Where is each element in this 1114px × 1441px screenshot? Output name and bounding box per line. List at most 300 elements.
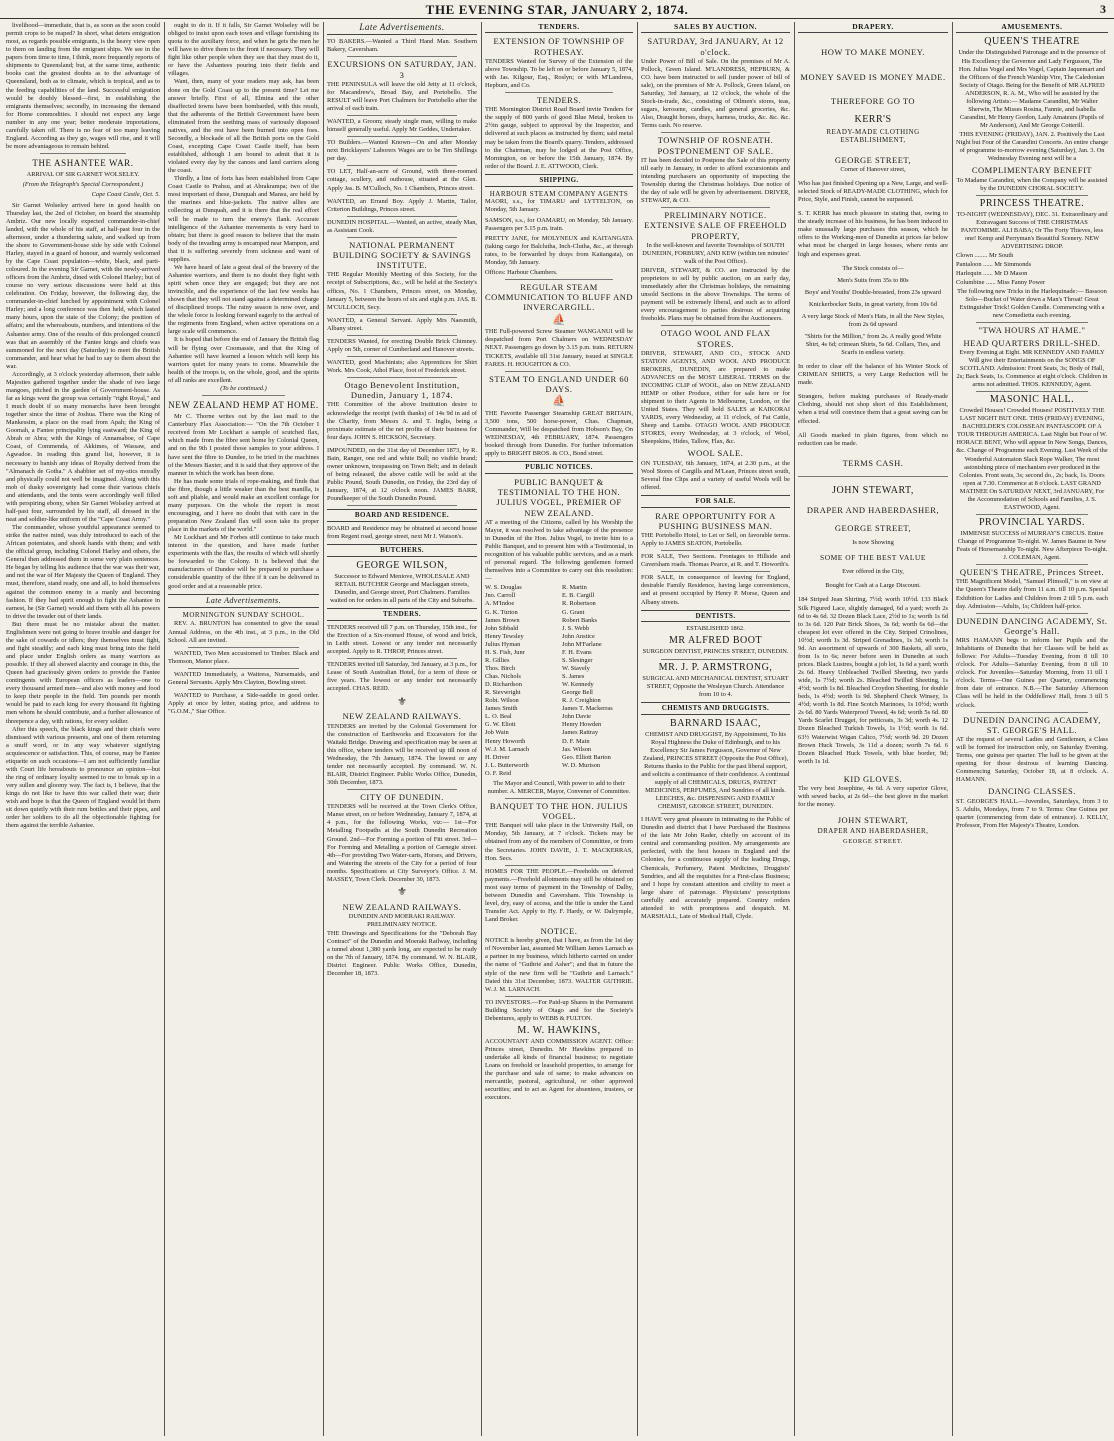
article-dateline: Cape Coast Castle, Oct. 5. — [91, 191, 160, 199]
page-number: 3 — [1100, 2, 1106, 16]
divider — [976, 322, 1088, 323]
ad-freehold — [641, 210, 790, 323]
ad-line: SOME OF THE BEST VALUE — [820, 553, 926, 563]
divider — [347, 356, 457, 357]
ad-tender — [327, 661, 477, 693]
divider — [347, 195, 457, 196]
divider — [347, 377, 457, 378]
ad-body: THE Mornington District Road Board invite Tenders for the supply of 800 yards of good Blue Metal, broken to 2½in gauge, subject to approval by the Inspector, and delivered at such places as instructed by them; said metal may be taken from the Board's quarry. Tenders, addressed to the Chairman, may be lodged at the Post Office, Mornington, on or before the 15th January, 1874. By order of the Board. J. E. ATTWOOD, Clerk. — [485, 106, 633, 170]
ad-wool — [641, 328, 790, 446]
ad-forsale — [641, 553, 790, 569]
column-rule — [952, 22, 953, 1436]
column-4-ads — [485, 22, 633, 1436]
cast-member: Clown ........ Mr South — [956, 251, 1014, 259]
committee-name: G. W. Eliott — [485, 721, 516, 729]
divider — [976, 391, 1088, 392]
ad-body: Every Evening at Eight. MR KENNEDY AND FAMILY Will give their Entertainments on the SONGS OF SCOTLAND. Admission: Front Seats, 3s; Body of Hall, 2s; Back Seats, 1s. Commence at eight o'clock. Children in arms not admitted. THOS. KENNEDY, Agent. — [956, 348, 1108, 389]
stock-item: Knickerbocker Suits, in great variety, from 10s 6d — [809, 300, 937, 308]
column-2-article — [168, 22, 319, 1436]
ad-title: KERR'S — [854, 114, 892, 125]
ad-title: PUBLIC BANQUET & TESTIMONIAL TO THE HON. JULIUS VOGEL, PREMIER OF NEW ZEALAND. — [496, 477, 622, 518]
committee-name: John Davie — [562, 713, 591, 721]
ad-sunday-school — [168, 611, 319, 645]
section-heading: TENDERS. — [327, 608, 477, 621]
cast-member: Harlequin ...... Mr D Mason — [956, 270, 1028, 278]
ad-hawkins — [485, 1025, 633, 1103]
ad-line: HOW TO MAKE MONEY. — [821, 47, 925, 58]
divider — [347, 216, 457, 217]
committee-name: W. Kennedy — [562, 681, 594, 689]
ad-title: TENDERS. — [536, 95, 582, 106]
ad-line: GEORGE STREET, — [834, 154, 912, 165]
ad-body: The following new Tricks in the Harlequinade:— Bassoon Solo—Bucket of Water down a Man's Throat! Great Extinguisher Trick! Golden Candle. Commencing with a new Comedietta each evening. — [957, 288, 1107, 320]
article-heading: THE ASHANTEE WAR. — [32, 158, 134, 168]
ad-tender — [485, 36, 633, 90]
ad-dancing-academy — [956, 616, 1108, 710]
stock-item: "Shirts for the Million," from 2s. A really good White Shirt, 4s 6d; crimean Shirts, 5s 6d. Collars, Ties, and Scarfs in endless variety. — [804, 332, 942, 357]
divider — [661, 571, 770, 572]
ad-line: GEORGE STREET. — [843, 837, 903, 845]
ad-title: "TWA HOURS AT HAME." — [978, 325, 1086, 336]
ad-title: TOWNSHIP OF ROSNEATH. POSTPONEMENT OF SALE. — [657, 135, 774, 156]
section-heading: PUBLIC NOTICES. — [485, 461, 633, 474]
ad-title: QUEEN'S THEATRE — [984, 36, 1080, 48]
ad-body: Who has just finished Opening up a New, Large, and well-selected Stock of READY-MADE CLOTHING, which for Price, Style, and Finish, cannot be surpassed. — [798, 180, 948, 204]
ad-body: ST. GEORGE'S HALL.—Juveniles, Saturdays, from 3 to 5. Adults, Mondays, from 7 to 9. Terms: One Guinea per quarter (commencing from date of entrance). J. KELLY, Professor, From Her Majesty's Theatre, London. — [956, 797, 1108, 829]
ad-body: TO Builders.—Wanted Known—On and after Monday next Bricklayers' Laborers Wages are to be Ten Shillings per day. — [327, 139, 477, 163]
committee-name: R. Robertson — [562, 600, 596, 608]
classified-ad — [327, 380, 477, 442]
ad-body: ACCOUNTANT AND COMMISSION AGENT. Office: Princes street, Dunedin. Mr Hawkins prepared to undertake all kinds of financial business; to negotiate Loans on freehold or leasehold properties, to arrange for the purchase and sale of same; to make advances on mercantile, pastoral, agricultural, or other approved securities; and to act as Agent for absentees, trustees, or executors. — [485, 1037, 633, 1102]
ad-ship — [485, 235, 633, 267]
section-heading: BOARD AND RESIDENCE. — [327, 509, 477, 522]
ad-line: DRAPER AND HABERDASHER, — [817, 827, 929, 836]
ad-body: WANTED, an Errand Boy. Apply J. Martin, Tailor, Criterion Buildings, Princes street. — [327, 197, 477, 213]
ad-kerr — [798, 47, 948, 467]
harbour-heading: HARBOUR STEAM COMPANY AGENTS — [489, 189, 629, 198]
divider — [347, 335, 457, 336]
committee-name: H. S. Fish, Junr — [485, 648, 525, 656]
classified-ad — [327, 359, 477, 375]
committee-name: R. Gillies — [485, 656, 510, 664]
ad-title: MR. J. P. ARMSTRONG, — [658, 661, 773, 673]
cast-member: Pantaloon ...... Mr Simmonds — [956, 261, 1032, 268]
article-subheading: ARRIVAL OF SIR GARNET WOLSELEY. — [26, 171, 140, 179]
ad-line: THEREFORE GO TO — [830, 95, 916, 106]
divider — [505, 371, 613, 372]
ad-line: DRAPER AND HABERDASHER, — [806, 504, 940, 515]
ad-queens-theatre — [956, 36, 1108, 192]
ad-body: REV. A. BRUNTON has consented to give the usual Annual Address, on the 4th inst., at 3 p.m., in the Old School. All are invited. — [168, 620, 319, 644]
ad-body: DUNEDIN HOSPITAL.—Wanted, an active, steady Man, as Assistant Cook. — [327, 218, 477, 234]
divider — [661, 550, 770, 551]
ad-notice — [485, 926, 633, 994]
ad-body: FOR SALE, Two Sections. Frontages to Hillside and Caversham roads. Thomas Pearce, at R. and T. Howorth's. — [641, 553, 790, 569]
ad-chemist-marshall — [641, 816, 790, 921]
ad-body: NOTICE is hereby given, that I have, as from the 1st day of November last, assumed Mr William James Larnach as a partner in my business, which hitherto carried on under the name of "Guthrie and Asher"; and that in future the style of the new firm will be "Guthrie and Larnach." Dated this 31st December, 1873. WALTER GUTHRIE. W. J. M. LARNACH. — [485, 937, 633, 993]
ad-title: PRINCESS THEATRE. — [979, 197, 1085, 209]
article-intro: livelihood—immediate, that is, as soon as the soon could permit crops to be reaped? In short, what deters emigration most, as regards possible emigrants, is the heavy view open to them on landing from the emigrant ships. We see in the papers from time to time, I think, more frequently reports of shipments to Queensland; but, at the same time, authentic books cast the greatest doubts as to the advantage of Queensland, both as to climate, which is tropical, and as to the feeding capabilities of the land. Successful emigration would be doubly blessed—first, in establishing the emigrants themselves; secondly, in increasing the demand for Home commodities. I should not expect any large number in any one year; better moderate importations, carefully taken off. There is no fear of too many leaving England. According as they go, wages will rise, and it will be more advantageous to remain behind. — [6, 22, 160, 150]
divider — [976, 514, 1088, 515]
committee-name: Henry Tewsley — [485, 632, 524, 640]
committee-name: Job Wain — [485, 729, 509, 737]
divider — [202, 395, 285, 396]
divider — [347, 56, 457, 57]
article-paragraph: The commander, whose youthful appearance seemed to strike the native mind, was duly introduced to each of the African potentates, and shook hands with them; and with the official group, including Colonel Harley and others, the General then addressed them in some very plain sentences. He began by telling his audience that the war was their war, and not the war of Her Majesty the Queen of England. They must, therefore, stand ready, one and all, to hold themselves against the common enemy in a manly and becoming fashion. If they had spirit enough to fight the Ashantee in earnest, he (Sir Garnet) would aid them with all his powers to drive the invader out of their lands. — [6, 524, 160, 620]
ad-established: ESTABLISHED 1862. — [686, 625, 745, 633]
committee-name: James T. Mackerras — [562, 705, 613, 713]
ad-body: WANTED Immediately, a Waitress, Nursemaids, and General Servants. Apply Mrs Clayton, Bowling street. — [168, 670, 319, 686]
masthead — [0, 0, 1114, 19]
column-rule — [637, 22, 638, 1436]
ad-tender — [327, 624, 477, 656]
divider — [347, 314, 457, 315]
ad-subtitle: In the well-known and favorite Townships of SOUTH DUNEDIN, FORBURY, AND KEW (within ten minutes' walk of the Post Office). — [642, 241, 789, 265]
ad-body: PRETTY JANE, for MOLYNEUX and KAITANGATA (taking cargo for Balclutha, Inch-Clutha, &c., at through rates, to be forwarded by drays from Kaitangata), on Monday, 5th January. — [485, 234, 633, 266]
committee-name: L. O. Beal — [485, 713, 512, 721]
ad-title: NATIONAL PERMANENT BUILDING SOCIETY & SAVINGS INSTITUTE. — [332, 239, 472, 271]
ad-ship — [485, 198, 633, 214]
ad-body: TENDERS invited till Saturday, 3rd January, at 3 p.m., for Lease of South Australian Hotel, for a term of three or five years. The lowest or any tender not necessarily accepted. CHAS. REID. — [327, 661, 477, 693]
committee-name: W. S. Douglas — [485, 584, 522, 592]
section-heading: CHEMISTS AND DRUGGISTS. — [641, 702, 790, 715]
article-paragraph: He has made some trials of rope-making, and finds that the fibre, though a little weaker than the best manilla, is soft and pliable, and would make an excellent cordage for many purposes. On the whole the report is most encouraging, and I have no doubt that with care in the preparation New Zealand flax will soon take its proper place in the markets of the world." — [168, 477, 319, 534]
divider — [661, 813, 770, 814]
ad-body: TENDERS received till 7 p.m. on Thursday, 15th inst., for the Erection of a Six-roomed House, of wood and brick, in Leith street. Lowest or any tender not necessarily accepted. Apply to R. THROP, Princes street. — [327, 624, 477, 656]
ad-steam-england — [485, 374, 633, 459]
ad-line: READY-MADE CLOTHING ESTABLISHMENT, — [826, 128, 920, 145]
committee-name: James Brown — [485, 616, 520, 624]
ad-title: M. W. HAWKINS, — [517, 1024, 601, 1036]
ad-line: Bought for Cash at a Large Discount. — [825, 582, 921, 590]
divider — [505, 798, 613, 799]
ad-title: GEORGE WILSON, — [356, 559, 448, 571]
article-paragraph: After this speech, the black kings and their chiefs were dismissed with various presents, and one of them returning a snuff word, or in any way whatever signifying acquiescence or satisfaction. This, of course, may be Fantee etiquette on such occasions—I am not sufficiently familiar with Court life hereabouts to pronounce an opinion—but the ring of ordinary loyalty seemed to me to break up in a very sullen and gloomy way. The fact is, I believe, that the kings do not like to have this war called their war; their wish and hope is that the Queen of England would let them sit down quietly with their rum bottles and their pipes, and order her soldiers to do all the objectionable fighting for them against the terrible Ashantee. — [6, 725, 160, 830]
ad-wanted — [168, 671, 319, 687]
ad-line: Is now Showing — [852, 539, 894, 547]
committee-name: Jas. Wilson — [562, 745, 592, 753]
committee-name: E. B. Cargill — [562, 592, 595, 600]
ad-body: TO LET, Half-an-acre of Ground, with three-roomed cottage, scullery, and outhouse, situated at the Glen. Apply Jas. B. M'Culloch, No. 1 Chambers, Princes street. — [327, 168, 477, 192]
ad-body: WANTED, good Machinists; also Apprentices for Shirt Work. Mrs Cook, Athol Place, foot of Frederick street. — [327, 358, 477, 375]
ad-body: Strangers, before making purchases of Ready-made Clothing, should not shop short of this Establishment, when a trial will convince them that a great saving can be effected. — [798, 393, 948, 425]
ad-line: Ever offered in the City, — [842, 568, 904, 576]
ad-body: THE Drawings and Specifications for the "Deborah Bay Contract" of the Dunedin and Moeraki Railway, including a tunnel about 1,380 yards long, are expected to be ready on the 7th of January, 1874. By command. W. N. BLAIR, District Engineer. Public Works Office, Dunedin, December 18, 1873. — [327, 930, 477, 978]
classified-ad — [327, 38, 477, 54]
ship-icon: ⛵ — [552, 313, 566, 326]
committee-name: F. H. Evans — [562, 648, 592, 656]
ad-title: WOOL SALE. — [687, 448, 744, 459]
committee-name: Jno. Carroll — [485, 592, 516, 600]
ad-body: THE Magnificent Model, "Samuel Plimsoll," is on view at the Queen's Theatre daily from 11 a.m. till 10 p.m. Special Exhibition for Ladies and Children from 2 till 5 p.m. each day. Admission—Adults, 1s; Children half-price. — [956, 578, 1108, 610]
article-paragraph: Mr C. Thorne writes out by the last mail to the Canterbury Flax Association:— "On the 7th October I received from Mr Lockhart a sample of scutched flax, which made from the fibre sent home by Colonial Queen, and on the 9th I posted those samples to your address. I have sent the fibre to Dundee, to be tried in the machines of the Messrs Baxter, and it is said that they approve of the manner in which the work has been done. — [168, 413, 319, 477]
committee-name: R. Martin — [562, 584, 587, 592]
ad-body: BOARD and Residence may be obtained at second house from Regent road, george street, next Mr J. Watson's. — [327, 525, 477, 541]
ad-wanted — [168, 650, 319, 666]
committee-name: Henry Howden — [562, 721, 602, 729]
section-heading: SHIPPING. — [485, 174, 633, 187]
committee-name: Henry Howorth — [485, 737, 526, 745]
ad-body: AT a meeting of the Citizens, called by his Worship the Mayor, it was resolved to take advantage of the presence in Dunedin of the Hon. Julius Vogel, to invite him to a Public Banquet, and to present him with a Testimonial, in recognition of his valuable public services, and as a mark of personal regard. The following gentlemen formed themselves into a Committee to carry out this resolution:— — [485, 518, 633, 583]
divider — [661, 207, 770, 208]
divider — [347, 789, 457, 790]
committee-name: Robt. Wilson — [485, 697, 519, 705]
ad-chemist-isaac — [641, 718, 790, 812]
committee-name: S. Slesinger — [562, 656, 593, 664]
ad-body: MRS HAMANN begs to inform her Pupils and the Inhabitants of Dunedin that her Classes will be held as follows: For Adults—Tuesday Evening, from 8 till 10 o'clock. For Adults—Saturday Evening, from 8 till 10 o'clock. For Juveniles—Saturday Morning, from 11 till 1 o'clock. Terms—One Guinea per Quarter, commencing from date of entrance. N.B.—The Saturday Afternoon Class will be held in the Oddfellows' Hall, from 3 till 5 o'clock. — [956, 637, 1108, 709]
ad-body: WANTED, Two Men accustomed to Timber. Black and Thomson, Manor place. — [168, 649, 319, 665]
ad-princess-theatre — [956, 198, 1108, 321]
ad-masonic-hall — [956, 394, 1108, 512]
classified-ad — [327, 219, 477, 235]
column-5-ads — [641, 22, 790, 1436]
divider — [347, 444, 457, 445]
ad-body: IMMENSE SUCCESS of MURRAY'S CIRCUS. Entire Change of Programme To-night. W. James Baume in New Feats of Horsemanship To-night. New Afterpiece To-night. J. COLEMAN, Agent. — [956, 529, 1108, 562]
ad-title: BARNARD ISAAC, — [670, 717, 761, 729]
divider — [661, 325, 770, 326]
divider — [976, 613, 1088, 614]
ad-title: CITY OF DUNEDIN. — [360, 792, 444, 803]
ad-wanted — [168, 692, 319, 716]
ad-body: Under the Distinguished Patronage and in the presence of His Excellency the Governor and Lady Fergusson, The Hon. Julius Vogel and Mrs Vogel, Captain Jaquemart and the Officers of the French Warship Vire, The Caledonian Society of Otago. Being for the Benefit of MR ALFRED ANDERSON, R. A. M., Who will be assisted by the following Artists:— Madame Carandini, Mr Walter Sherwin, The Misses Rosina, Fannie, and Isabella Carandini, Mr Henry Gordon, Lady Amateurs (Pupils of Mr Anderson), And Mr George Cotterill. — [958, 49, 1106, 129]
ad-body: TENDERS are invited by the Colonial Government for the construction of Earthworks and Excavators for the Waitaki Bridge. Drawing and specification may be seen at this office, where tenders will be received up till noon of Wednesday, the 7th January, 1874. The lowest or any tender not necessarily accepted. By command. W. N. BLAIR, District Engineer. Public Works Office, Dunedin, 30th December, 1873. — [327, 722, 477, 786]
committee-name: George Bell — [562, 689, 593, 697]
ad-city — [327, 792, 477, 884]
ad-title: NEW ZEALAND RAILWAYS. — [342, 711, 462, 722]
cast-member: Columbine ...... Miss Fanny Power — [956, 279, 1046, 287]
article-paragraph: Thirdly, a line of forts has been established from Cape Coast Castle to Prahsu, and at Abrakrampa; two of the most important of these, Dunquah and Mansu, are held by the marines and blue-jackets. The native allies are collecting at Dunquah, and it is there that the real effort will be made to turn the enemy's flank. Accurate intelligence of the Ashantee movements is very hard to obtain; but there is good reason to believe that the main body of the invading army is encamped near Mampon, and that it is suffering severely from sickness and want of supplies. — [168, 175, 319, 263]
ad-body: THE Favorite Passenger Steamship GREAT BRITAIN, 3,500 tons, 500 horse-power, Chas. Chapman, Commander, Will be despatched from Hobson's Bay, On WEDNESDAY, 4th FEBRUARY, 1874. Passengers booked through from Dunedin. For further information apply to BRIGHT BROS. & CO., Bond street. — [485, 409, 633, 458]
ad-provincial-yards — [956, 517, 1108, 562]
divider — [505, 279, 613, 280]
masthead-title: THE EVENING STAR, JANUARY 2, 1874. — [425, 2, 689, 17]
ad-body: DRIVER, STEWART, AND CO., STOCK AND STATION AGENTS, AND WOOL AND PRODUCE BROKERS, DUNEDIN, are prepared to make ADVANCES on the MOST LIBERAL TERMS on the INCOMING CLIP of WOOL, also on NEW ZEALAND HEMP or other Produce, either for sale here or for shipment to their Agents in Melbourne, London, or the United States. They will hold SALES at KAIKORAI YARDS, every Wednesday, at 11 o'clock, of Fat Cattle, Sheep and Lambs. OTAGO WOOL AND PRODUCE STORES, every Wednesday, at 3 o'clock, of Wool, Sheepskins, Hides, Tallow, Flax, &c. — [641, 349, 790, 446]
article-paragraph: Mr Lockhart and Mr Forbes still continue to take much interest in the question, and have made further experiments with the flax, the results of which will shortly be forwarded to the Colony. It is believed that the manufacturers of Dundee will be prepared to purchase a considerable quantity of the fibre if it can be delivered in good order and at a reasonable price. — [168, 534, 319, 590]
ad-rare — [641, 511, 790, 549]
cast-list — [956, 252, 1108, 287]
stock-item: A very large Stock of Men's Hats, in all the New Styles, from 2s 6d upward — [801, 312, 945, 328]
ad-body: TO BAKERS.—Wanted a Third Hand Man. Southern Bakery, Caversham. — [327, 38, 477, 54]
committee-name: G. Grant — [562, 608, 585, 616]
ad-title: RARE OPPORTUNITY FOR A PUSHING BUSINESS MAN. — [655, 510, 776, 531]
classified-ad — [327, 447, 477, 503]
ad-body: HOMES FOR THE PEOPLE.—Freeholds on deferred payments.—Freehold allotments may still be obtained on most easy terms of payment in the Township of Dalby, between Dunedin and Caversham. This Township is level, dry, easy of access, and the title is under the Land Transfer Act. Apply to Hy. F. Hardy, or W. Dalrymple, Land Broker. — [485, 867, 633, 924]
column-1-article — [6, 22, 160, 1436]
committee-names — [485, 584, 633, 778]
ad-board — [327, 525, 477, 541]
ad-body: SAMSON, s.s., for OAMARU, on Monday, 5th January. Passengers per 5.15 p.m. train. — [485, 216, 633, 232]
ad-body: ON TUESDAY, 6th January, 1874, at 2.30 p.m., at the Wool Stores of Cargills and M'Lean, Princes street south, Several fine Clips and a variety of useful Wools will be offered. — [641, 459, 790, 491]
ad-two-hours — [956, 325, 1108, 335]
ad-line: MONEY SAVED IS MONEY MADE. — [800, 71, 946, 82]
ad-body: IMPOUNDED, on the 31st day of December 1873, by R. Bain, Ranger, one red and white Bull; no visible brand; owner unknown, trespassing on Town Belt; and in default of being released, the above cattle will be sold at the Public Pound, South Dunedin, on Friday, the 23rd day of January, 1874, at 12 o'clock noon. JAMES BARR, Poundkeeper of the South Dunedin Pound. — [327, 446, 477, 503]
ad-dentist-boot — [641, 625, 790, 656]
ad-investors — [485, 999, 633, 1023]
stock-item: Men's Suits from 35s to 80s — [837, 276, 909, 284]
late-ads-header: Late Advertisements. — [168, 594, 319, 608]
divider — [347, 237, 457, 238]
divider — [347, 165, 457, 166]
ad-title: SATURDAY, 3rd JANUARY, At 12 o'clock. — [647, 36, 784, 57]
ad-body: In order to clear off the balance of his Winter Stock of CRIMEAN SHIRTS, a very Large Reduction will be made. — [798, 363, 948, 387]
committee-name: S. James — [562, 673, 585, 681]
committee-name: W. J. M. Larnach — [485, 745, 530, 753]
divider — [505, 865, 613, 866]
ad-banquet — [485, 477, 633, 796]
ad-close: The Mayor and Council, With power to add to their number. A. MERCER, Mayor, Convener of Committee. — [487, 779, 631, 795]
divider — [188, 668, 299, 669]
ad-body: THE Full-powered Screw Steamer WANGANUI will be despatched from Port Chalmers on WEDNESDAY NEXT. Passengers go down by 3.15 p.m. train. RETURN TICKETS, available till 31st January, issued at SINGLE FARES. H. HOUGHTON & CO. — [485, 328, 633, 368]
ad-title: DUNEDIN DANCING ACADEMY, ST. GEORGE'S HALL. — [963, 714, 1101, 735]
ad-line: KID GLOVES. — [843, 773, 903, 784]
ad-title: DUNEDIN DANCING ACADEMY, St. George's Hall. — [956, 615, 1108, 636]
ad-butcher — [327, 560, 477, 605]
column-6-drapery — [798, 22, 948, 1436]
ad-stewart — [798, 485, 948, 846]
ad-body: FOR SALE, in consequence of leaving for England, desirable Family Residence, having large conveniences, and at present occupied by Henry P. Morse, Queen and Albany streets. — [641, 574, 790, 606]
divider — [661, 659, 770, 660]
hemp-heading: NEW ZEALAND HEMP AT HOME. — [168, 399, 319, 410]
ad-body: CHEMIST AND DRUGGIST, By Appointment, To his Royal Highness the Duke of Edinburgh, and to his Excellency Sir James Fergusson, Governor of New Zealand, PRINCES STREET (Opposite the Post Office), Returns thanks to the Public for the past liberal support, and solicits a continuance of their confidence. A continual supply of all CHEMICALS, DRUGS, PATENT MEDICINES, PERFUMES, And Sundries of all kinds. LEECHES, &c. DISPENSING AND FAMILY CHEMIST, GEORGE STREET, DUNEDIN. — [641, 730, 790, 811]
divider — [505, 996, 613, 997]
classified-ad — [327, 338, 477, 354]
column-heading: Late Advertisements. — [327, 22, 477, 35]
ad-banquet-2 — [485, 801, 633, 863]
ad-body: TO-NIGHT (WEDNESDAY), DEC. 31. Extraordinary and Extravagant Success of THE CHRISTMAS PANTOMIME. ALI BABA; Or The Forty Thieves, less one! Kemp and Perryman's Beautiful Scenery. NEW ADVERTISING DROP. — [956, 210, 1108, 250]
divider — [188, 647, 299, 648]
ad-body: WANTED, a Groom; steady single man, willing to make himself generally useful. Apply Mr Geddes, Undertaker. — [327, 118, 477, 134]
ad-list — [327, 38, 477, 506]
column-heading: TENDERS. — [485, 22, 633, 33]
committee-name: A. M'Indoe — [485, 600, 515, 608]
committee-name: Robert Banks — [562, 616, 597, 624]
committee-name: W. Stavely — [562, 664, 590, 672]
divider — [976, 564, 1088, 565]
ad-body: THIS EVENING (FRIDAY), JAN. 2. Positively the Last Night but Four of the Carandini Concerts. An entire change of programme to-morrow evening (Saturday), Jan. 3. On Wednesday Evening next will be a — [956, 131, 1108, 163]
divider — [976, 712, 1088, 713]
column-3-ads — [327, 22, 477, 1436]
ad-title: MORNINGTON SUNDAY SCHOOL. — [182, 610, 305, 619]
ad-drill-shed — [956, 338, 1108, 390]
divider — [347, 136, 457, 137]
column-rule — [481, 22, 482, 1436]
ad-title: OTAGO WOOL AND FLAX STORES. — [660, 328, 771, 349]
ad-body: IT has been decided to Postpone the Sale of this property till early in January, in order to afford excursionists and intending purchasers an opportunity of inspecting the Township during the Christmas holidays. Due notice of the day of sale will be given by advertisement. DRIVER, STEWART, & CO. — [641, 156, 790, 205]
stock-list — [798, 277, 948, 358]
ship-icon: ⛵ — [552, 395, 566, 408]
ad-body: THE Portobello Hotel, to Let or Sell, on favorable terms. Apply to JAMES SEATON, Portobello. — [641, 532, 790, 548]
divider — [347, 115, 457, 116]
ad-line: TERMS CASH. — [842, 457, 904, 468]
committee-name: James Rattray — [562, 729, 599, 737]
committee-name: R. Sievwright — [485, 689, 521, 697]
ad-body: WANTED, a General Servant. Apply Mrs Naesmith, Albany street. — [327, 316, 477, 332]
article-paragraph: Want, then, many of your readers may ask, has been done on the Gold Coast up to the present time? Let me answer briefly. First of all, Elmina and the other disaffected towns have been bombarded, with this result, that the adherents of the British Government have been eliminated from the seething mass of variously disposed natives, and the rest have been burned into open foes. Secondly, a blockade of all the British ports on the Gold Coast, excepting Cape Coast Castle itself, has been established, although I am bound to admit that it is violated every day by the canoes and land carriers along the coast. — [168, 78, 319, 175]
column-rule — [794, 22, 795, 1436]
ad-body: I HAVE very great pleasure in intimating to the Public of Dunedin and district that I have Purchased the Business of the late Mr John Rader, chiefly on account of its central and commanding position. My arrangements are perfected, with the best houses in England and the Colonies, for a continuous supply of the leading Drugs, Chemicals, Perfumery, Patent Medicines, Druggists' Sundries, and all the requisites for a First-class Business; and I hope by constant attention and civility to meet a large share of patronage. Physicians' prescriptions carefully and accurately prepared. Country orders attended to with promptness and despatch. M. MARSHALL, Late of Medical Hall, Clyde. — [641, 816, 790, 920]
classified-ad — [327, 168, 477, 192]
ad-title: DANCING CLASSES. — [988, 786, 1076, 797]
classified-ad — [327, 198, 477, 214]
divider — [188, 689, 299, 690]
committee-name: John Sibbald — [485, 624, 519, 632]
ad-title: Otago Benevolent Institution, Dunedin, January 1, 1874. — [344, 380, 460, 401]
ad-dentist-armstrong — [641, 662, 790, 699]
ad-title: HEAD QUARTERS DRILL-SHED. — [963, 337, 1101, 348]
ad-body: THE Banquet will take place in the University Hall, on Monday, 5th January, at 7 o'clock. Tickets may be obtained from any of the members of Committee, or from the Secretaries. JOHN DAVIE, J. T. MACKERRAS, Hon. Secs. — [485, 822, 633, 862]
article-paragraph: It is hoped that before the end of January the British flag will be flying over Coomassie, and that the King of Ashantee will have learned a lesson which will keep his warriors quiet for many years to come. Meanwhile the health of the troops is, on the whole, good, and the spirits of all ranks are excellent. — [168, 336, 319, 384]
divider — [347, 505, 457, 506]
committee-name: Geo. Elliott Barton — [562, 753, 611, 761]
ad-body: MAORI, s.s., for TIMARU and LYTTELTON, on Monday, 5th January. — [485, 198, 633, 214]
ad-body: WANTED to Purchase, a Side-saddle in good order. Apply at once by letter, stating price, and address to "G.O.M.," Star Office. — [168, 691, 319, 716]
committee-name: D. Richardson — [485, 681, 522, 689]
ad-line: COMPLIMENTARY BENEFIT — [971, 165, 1093, 176]
ad-title: EXCURSIONS ON SATURDAY, JAN. 3 — [327, 59, 477, 80]
committee-name: Chas. Nichols — [485, 673, 521, 681]
ad-queens-model — [956, 567, 1108, 610]
ad-body: To Madame Carandini, when the Company will be assisted by the DUNEDIN CHORAL SOCIETY. — [956, 176, 1108, 192]
classified-ad — [327, 59, 477, 113]
committee-name: D. F. Main — [562, 737, 590, 745]
ad-body: TENDERS Wanted, for erecting Double Brick Chimney. Apply on 5th, corner of Cumberland and Hanover streets. — [327, 337, 477, 353]
article-source: (From the Telegraph's Special Correspondent.) — [22, 181, 144, 189]
ad-body: S. T. KERR has much pleasure in stating that, owing to the steady increase of his business, he has been induced to make unusually large purchases this season, which he offers to the Working-men of Dunedin at prices far below what must be charged in large houses, where rents are high and expenses great. — [798, 210, 948, 258]
column-rule — [164, 22, 165, 1436]
ad-body: The very best Josephine, 4s 6d. A very superior Glove, with sewed backs, at 2s 6d—the best glove in the market for the money. — [798, 784, 948, 809]
committee-name: John Anstice — [562, 632, 595, 640]
offices-note: Offices: Harbour Chambers. — [485, 268, 558, 276]
ad-title: REGULAR STEAM COMMUNICATION TO BLUFF AND INVERCARGILL. — [485, 281, 633, 313]
ad-title: QUEEN'S THEATRE, Princes Street. — [959, 567, 1105, 578]
ad-body: TENDERS will be received at the Town Clerk's Office, Manse street, on or before Wednesday, January 7, 1874, at 4 p.m., for the following Works, viz:— 1st—For Metalling Footpaths at the South Dunedin Recreation Ground. 2nd—For Forming a portion of Fitt street. 3rd—For Forming and Metalling a portion of Carnegie street. 4th—For providing Two Water-carts, Horses, and Drivers, and Watering the streets of the City for a period of four months. Specifications at City Surveyor's Office. J. M. MASSEY, Town Clerk. December 30, 1873. — [327, 803, 477, 883]
ad-dancing-academy-2 — [956, 715, 1108, 785]
ad-line: The Stock consists of— — [842, 264, 904, 272]
crest-icon: ⚜ — [397, 695, 407, 708]
ad-title: EXTENSION OF TOWNSHIP OF ROTHESAY. — [493, 36, 625, 57]
classified-ad — [327, 118, 477, 134]
ad-title: BANQUET TO THE HON. JULIUS VOGEL. — [489, 800, 629, 822]
divider — [40, 153, 126, 154]
ad-title: JOHN STEWART, — [837, 815, 909, 826]
ad-forsale — [641, 574, 790, 606]
column-heading: AMUSEMENTS. — [956, 22, 1108, 33]
divider — [347, 658, 457, 659]
classified-ad — [327, 240, 477, 312]
ad-auction — [641, 36, 790, 130]
ad-body: THE PENINSULA will leave the old Jetty at 11 o'clock, for Macandrew's, Broad Bay, and Portobello. The RESULT will leave Port Chalmers for Portobello after the arrival of each train. — [327, 80, 477, 113]
article-paragraph: Accordingly, at 3 o'clock yesterday afternoon, their sable Majesties gathered together under the shade of two large mangoes, pitched in the garden of Government-house. As far as kings went the group was certainly "right Royal," and I much doubt if so many monarchs have been brought together since the time of Joshua. There was the King of Mankessim, a place on the road from Apah; the King of Goomah, a Fantee principality lying eastward; the King of Abrah or Abra; with the Kings of Annamaboe, of Cape Coast, of Commenda, of Akkimes, of Wassaw, and Agwadoe. In reading this grand list, however, it is necessary to banish any ideas of Royalty derived from the "Almanach de Gotha." A shabbier set of my-stics morally and physically could not well be imagined. Along with this mob of dusky sovereignty had come their various chiefs and attendants, and the tents were accordingly well filled with perspiring ebony, when Sir Garnet Wolseley arrived at half-past four, surrounded by his staff, all dressed in the neat and soldier-like uniform of the "Cape Coast Army." — [6, 370, 160, 523]
ad-body: Crowded Houses! Crowded Houses! POSITIVELY THE LAST NIGHT BUT ONE. THIS (FRIDAY) EVENING, BACHELDER'S COLOSSEAN PANTASCOPE OF A TOUR THROUGH AMERICA. Last Night but Four of W. HORACE BENT, Who will appear In New Songs, Dances, &c. Change of Programme each Evening. Last Week of the Wonderful Automaton Slack Rope Walker, The most astonishing piece of mechanism ever produced in the Colonies. Front seats, 3s; second do., 2s; back, 1s. Doors open at 7.30. Commence at 8 o'clock. LAST GRAND MATINEE On SATURDAY NEXT, 3rd JANUARY, For the Accommodation of Schools and Families, J. S. EASTWOOD, Agent. — [956, 407, 1108, 511]
column-rule — [323, 22, 324, 1436]
ad-rosneath — [641, 135, 790, 205]
ad-railways-2 — [327, 902, 477, 979]
crest-icon: ⚜ — [397, 885, 407, 898]
committee-name: Julius Hyman — [485, 640, 521, 648]
ad-line: Corner of Hanover street, — [840, 165, 906, 173]
committee-name: H. Driver — [485, 753, 510, 761]
committee-name: W. D. Murison — [562, 761, 601, 769]
column-heading: DRAPERY. — [798, 22, 948, 33]
article-paragraph: Sir Garnet Wolseley arrived here in good health on Thursday last, the 2nd of October, on board the steamship Ambriz. Our new locally expected commander-in-chief landed, with the whole of his staff, at half-past four in the afternoon, under a thundering salute, and walked up from the shore to Government-house side by side with Colonel Harley, stayed in a guard of honour, and warmly welcomed by the Cape Coast population—white, black, and parti-coloured. In the evening Sir Garnet, with the newly-arrived officers from the Ambriz, dined with Colonel Harley; but of course no very serious discussions were held at this celebration. On Friday, however, the following day, the commander-in-chief lunched by appointment with Colonel Harley; and a long conference was then held, which lasted many hours, upon the state of the Colony; the position of affairs; and the whereabouts, numbers, and intentions of the Ashantee army. One of the results of this prolonged council was that an assembly of the Fantee kings and chiefs was summoned for the next day (Saturday) to meet the British commander, and hear what he had to say to them about the war. — [6, 201, 160, 370]
ad-title: STEAM TO ENGLAND UNDER 60 DAYS. — [489, 373, 629, 394]
ad-body: All Goods marked in plain figures, from which no reduction can be made. — [798, 431, 948, 447]
ad-body: TENDERS Wanted for Survey of the Extension of the above Township. To be left on or before January 5, 1874, with Jas. Kilgour, Esq., Roslyn; or with M'Landress, Hepburn, and Co. — [485, 57, 633, 89]
committee-name: G. K. Turton — [485, 608, 518, 616]
ad-body: TO INVESTORS.—For Paid-up Shares in the Permanent Building Society of Otago and for the Society's Debentures, apply to WEBB & FULTON. — [485, 998, 633, 1022]
ad-title: JOHN STEWART, — [832, 484, 914, 496]
committee-name: J. L. Butterworth — [485, 761, 529, 769]
